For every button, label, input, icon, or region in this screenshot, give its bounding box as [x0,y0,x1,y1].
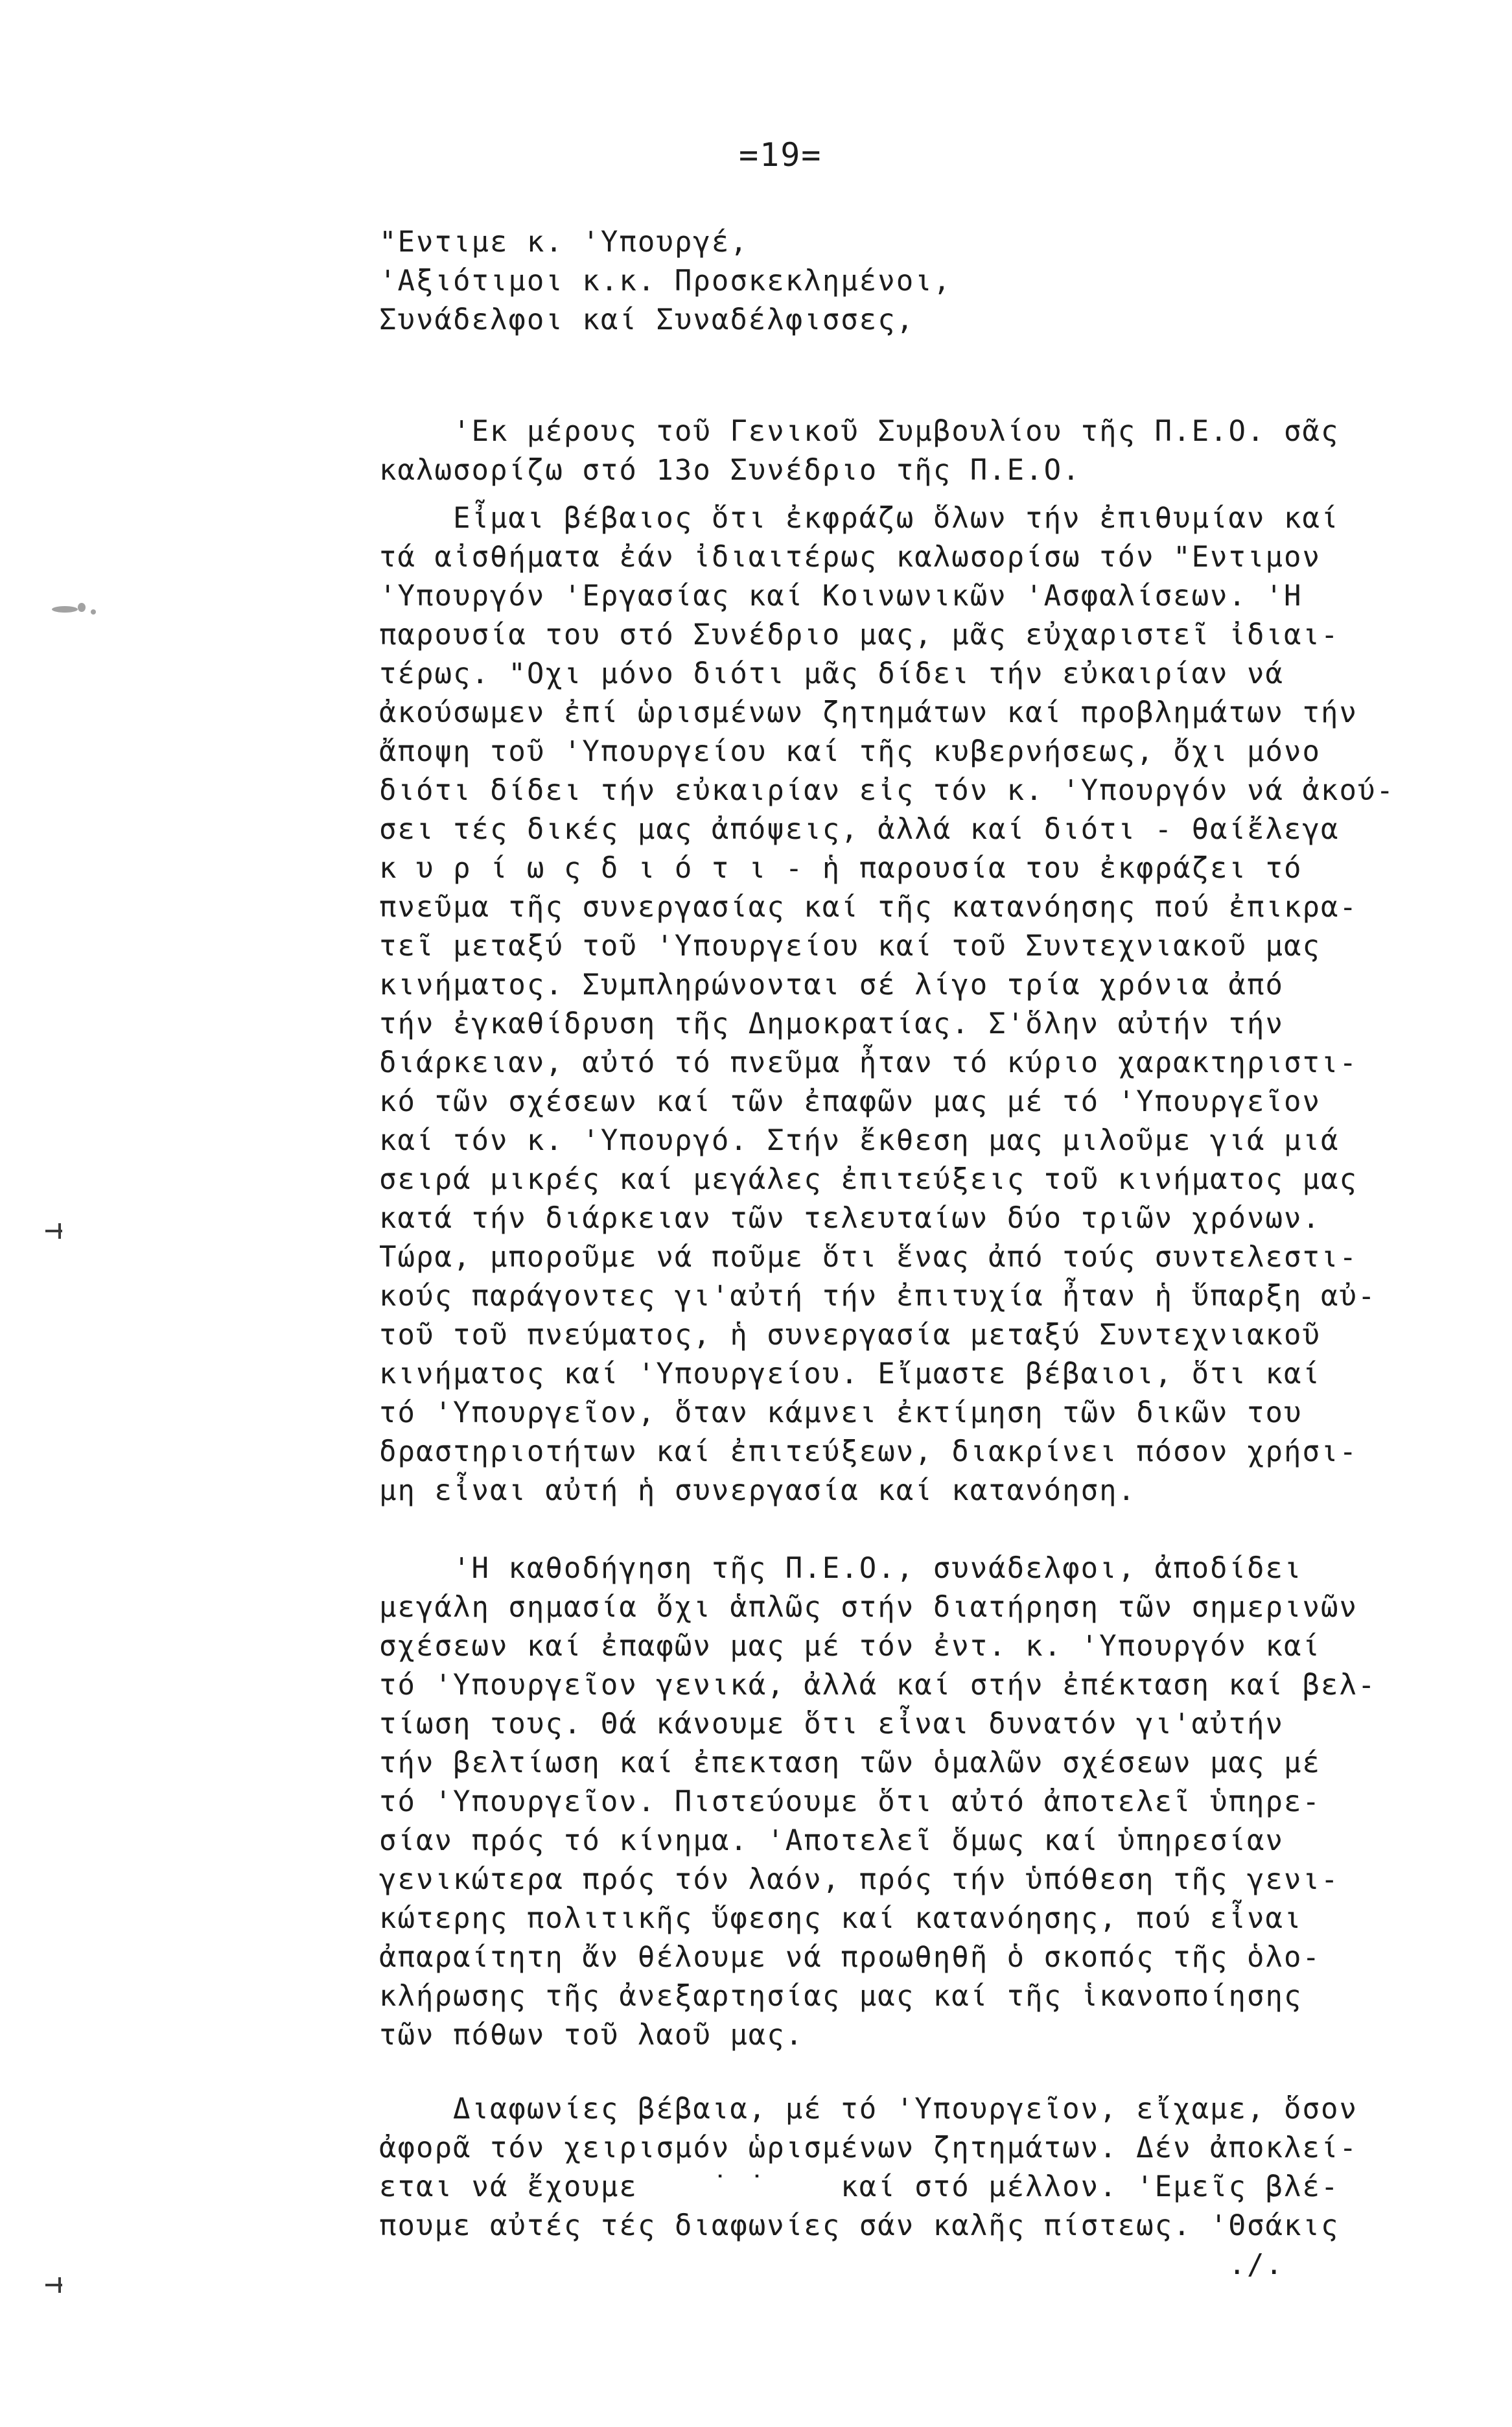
text-line: 'Υπουργόν 'Εργασίας καί Κοινωνικῶν 'Ασφαλίσεων. 'Η [379,580,1303,613]
margin-mark [91,609,96,615]
paragraph-4 [379,2090,1455,2284]
salutation-line: "Εντιμε κ. 'Υπουργέ, [379,226,749,259]
text-line: τίωση τους. Θά κάνουμε ὅτι εἶναι δυνατόν γι'αὐτήν [379,1707,1285,1741]
text-line: καί τόν κ. 'Υπουργό. Στήν ἔκθεση μας μιλοῦμε γιά μιά [379,1124,1340,1157]
text-line: κλήρωσης τῆς ἀνεξαρτησίας μας καί τῆς ἱκανοποίησης [379,1980,1303,2013]
text-line: διότι δίδει τήν εὐκαιρίαν εἰς τόν κ. 'Υπουργόν νά ἀκού- [379,774,1395,807]
text-line: σειρά μικρές καί μεγάλες ἐπιτεύξεις τοῦ κινήματος μας [379,1163,1358,1196]
text-line: ἀπαραίτητη ἄν θέλουμε νά προωθηθῆ ὁ σκοπός τῆς ὁλο- [379,1941,1321,1974]
text-line: πνεῦμα τῆς συνεργασίας καί τῆς κατανόησης πού ἐπικρα- [379,891,1358,924]
salutation-line: Συνάδελφοι καί Συναδέλφισσες, [379,303,915,336]
text-line: ἄποψη τοῦ 'Υπουργείου καί τῆς κυβερνήσεως, ὄχι μόνο [379,735,1321,768]
text-line: παρουσία του στό Συνέδριο μας, μᾶς εὐχαριστεῖ ἰδιαι- [379,618,1340,651]
margin-mark [45,1230,62,1232]
text-line: κινήματος καί 'Υπουργείου. Εἴμαστε βέβαιοι, ὅτι καί [379,1357,1321,1390]
text-line: κώτερης πολιτικῆς ὕφεσης καί κατανόησης, πού εἶναι [379,1902,1303,1935]
text-line: τήν ἐγκαθίδρυση τῆς Δημοκρατίας. Σ'ὅλην αὐτήν τήν [379,1007,1285,1040]
text-line: καλωσορίζω στό 13ο Συνέδριο τῆς Π.Ε.Ο. [379,454,1081,487]
text-line: κούς παράγοντες γι'αὐτή τήν ἐπιτυχία ἦταν ἡ ὕπαρξη αὐ- [379,1280,1377,1313]
text-line: τό 'Υπουργεῖον, ὅταν κάμνει ἐκτίμηση τῶν δικῶν του [379,1396,1303,1429]
text-line: μεγάλη σημασία ὄχι ἁπλῶς στήν διατήρηση τῶν σημερινῶν [379,1591,1358,1624]
text-line: κ υ ρ ί ω ς δ ι ό τ ι - ἡ παρουσία του ἐκφράζει τό [379,852,1303,885]
salutation-line: 'Αξιότιμοι κ.κ. Προσκεκλημένοι, [379,264,952,298]
margin-mark [78,603,86,612]
text-line: τά αἰσθήματα ἐάν ἰδιαιτέρως καλωσορίσω τόν "Εντιμον [379,541,1321,574]
paragraph-2 [379,499,1455,1510]
text-line: δραστηριοτήτων καί ἐπιτεύξεων, διακρίνει πόσον χρήσι- [379,1435,1358,1468]
text-line: σει τές δικές μας ἀπόψεις, ἀλλά καί διότι - θαίἔλεγα [379,813,1340,846]
text-line: 'Εκ μέρους τοῦ Γενικοῦ Συμβουλίου τῆς Π.Ε.Ο. σᾶς [379,415,1340,448]
text-line: τῶν πόθων τοῦ λαοῦ μας. [379,2019,804,2052]
text-line: τέρως. "Οχι μόνο διότι μᾶς δίδει τήν εὐκαιρίαν νά [379,657,1285,690]
text-line: μη εἶναι αὐτή ἡ συνεργασία καί κατανόηση. [379,1474,1137,1507]
paragraph-1 [379,412,1455,490]
text-line: 'Η καθοδήγηση τῆς Π.Ε.Ο., συνάδελφοι, ἀποδίδει [379,1552,1303,1585]
text-line: κινήματος. Συμπληρώνονται σέ λίγο τρία χρόνια ἀπό [379,968,1285,1002]
salutation [379,223,1455,340]
text-line: πουμε αὐτές τές διαφωνίες σάν καλῆς πίστεως. 'Θσάκις [379,2209,1340,2242]
text-line: Τώρα, μποροῦμε νά ποῦμε ὅτι ἕνας ἀπό τούς συντελεστι- [379,1241,1358,1274]
text-line: κό τῶν σχέσεων καί τῶν ἐπαφῶν μας μέ τό 'Υπουργεῖον [379,1085,1321,1118]
text-line: ἀκούσωμεν ἐπί ὡρισμένων ζητημάτων καί προβλημάτων τήν [379,696,1358,729]
text-line: τεῖ μεταξύ τοῦ 'Υπουργείου καί τοῦ Συντεχνιακοῦ μας [379,930,1321,963]
margin-mark [52,606,78,613]
continuation-mark: ./. [379,2248,1285,2281]
text-line: Εἶμαι βέβαιος ὅτι ἐκφράζω ὅλων τήν ἐπιθυμίαν καί [379,502,1340,535]
text-line: τοῦ τοῦ πνεύματος, ἡ συνεργασία μεταξύ Συντεχνιακοῦ [379,1319,1321,1352]
page-number: =19= [739,136,822,174]
text-line: διάρκειαν, αὐτό τό πνεῦμα ἦταν τό κύριο χαρακτηριστι- [379,1046,1358,1079]
text-line: ἀφορᾶ τόν χειρισμόν ὡρισμένων ζητημάτων. Δέν ἀποκλεί- [379,2131,1358,2164]
text-line: κατά τήν διάρκειαν τῶν τελευταίων δύο τριῶν χρόνων. [379,1202,1321,1235]
paragraph-3 [379,1549,1455,2055]
text-line: εται νά ἔχουμε ˙ ˙ καί στό μέλλον. 'Εμεῖς βλέ- [379,2170,1340,2203]
margin-mark [45,2284,62,2286]
text-line: τό 'Υπουργεῖον γενικά, ἀλλά καί στήν ἐπέκταση καί βελ- [379,1669,1377,1702]
text-line: σχέσεων καί ἐπαφῶν μας μέ τόν ἐντ. κ. 'Υπουργόν καί [379,1630,1321,1663]
text-line: τό 'Υπουργεῖον. Πιστεύουμε ὅτι αὐτό ἀποτελεῖ ὑπηρε- [379,1785,1321,1818]
text-line: σίαν πρός τό κίνημα. 'Αποτελεῖ ὅμως καί ὑπηρεσίαν [379,1824,1285,1857]
text-line: γενικώτερα πρός τόν λαόν, πρός τήν ὑπόθεση τῆς γενι- [379,1863,1340,1896]
text-line: Διαφωνίες βέβαια, μέ τό 'Υπουργεῖον, εἴχαμε, ὅσον [379,2093,1358,2126]
text-line: τήν βελτίωση καί ἐπεκταση τῶν ὁμαλῶν σχέσεων μας μέ [379,1746,1321,1779]
